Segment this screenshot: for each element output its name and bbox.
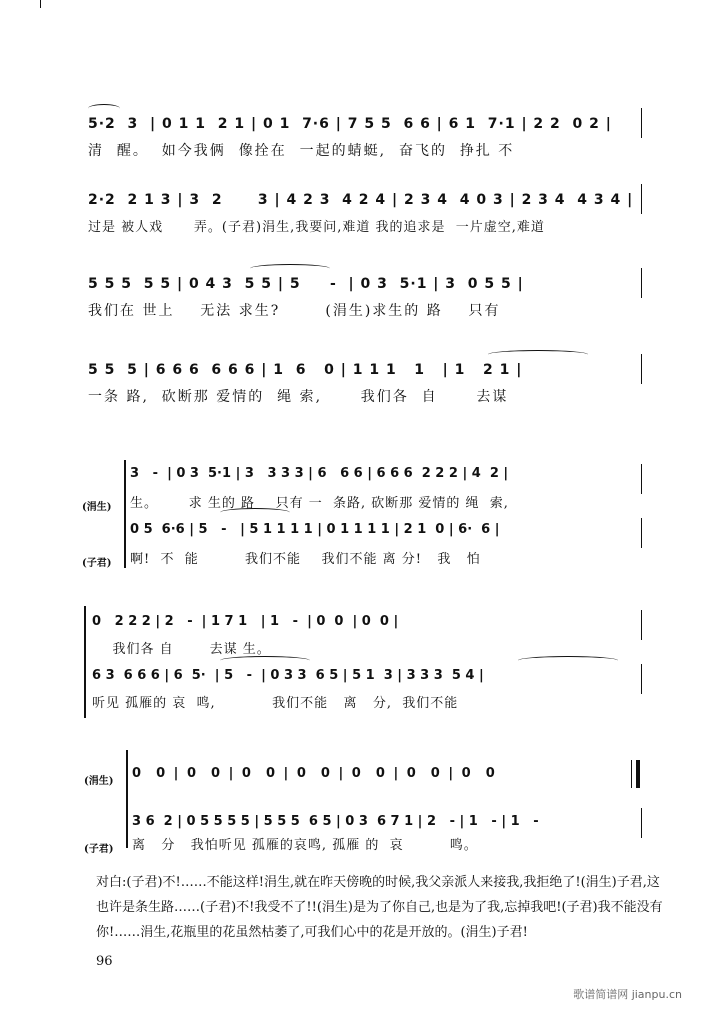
- top-notes: 0 2 2 2 | 2 - | 1 7 1 | 1 - | 0 0 | 0 0 |: [92, 614, 399, 629]
- bottom-lyrics: 离 分 我怕听见 孤雁的哀鸣, 孤雁 的 哀 鸣。: [132, 838, 478, 853]
- lyrics: 清 醒。 如今我俩 像拴在 一起的蜻蜓, 奋飞的 挣扎 不: [88, 143, 515, 159]
- top-notes: 3 - | 0 3 5·1 | 3 3 3 3 | 6 6 6 | 6 6 6 2 2 2 | 4 2 |: [130, 466, 509, 481]
- final-barline: [636, 760, 640, 788]
- bottom-notes: 0 5 6·6 | 5 - | 5 1 1 1 1 | 0 1 1 1 1 | 2 1 0 | 6· 6 |: [130, 522, 500, 537]
- top-lyrics: 我们各 自 去谋 生。: [92, 642, 271, 657]
- barline-end: [641, 808, 642, 838]
- lyrics: 过是 被人戏 弄。(子君)涓生,我要问,难道 我的追求是 一片虚空,难道: [88, 220, 545, 235]
- barline-end: [641, 268, 642, 298]
- top-notes: 0 0 | 0 0 | 0 0 | 0 0 | 0 0 | 0 0 | 0 0: [132, 766, 497, 781]
- notes: 2·2 2 1 3 | 3 2 3 | 4 2 3 4 2 4 | 2 3 4 4 0 3 | 2 3 4 4 3 4 |: [88, 192, 634, 208]
- slur: [220, 656, 310, 665]
- voice-label-zijun: (子君): [84, 844, 114, 855]
- slur: [488, 350, 588, 359]
- bottom-notes: 3 6 2 | 0 5 5 5 5 | 5 5 5 6 5 | 0 3 6 7 1 | 2 - | 1 - | 1 -: [132, 814, 539, 829]
- dialogue-text: 对白:(子君)不!……不能这样!涓生,就在昨天傍晚的时候,我父亲派人来接我,我拒绝了!(涓生)子君,这也许是条生路……(子君)不!我受不了!!(涓生)是为了你自己,也是为了我,忘掉我吧!(子君)我不能没有你!……涓生,花瓶里的花虽然枯萎了,可我们心中的花是开放的。(涓生)子君!: [96, 875, 663, 940]
- slur: [250, 264, 330, 273]
- site-watermark: 歌谱简谱网 jianpu.cn: [573, 988, 682, 1001]
- slur: [88, 104, 120, 113]
- bottom-notes: 6 3 6 6 6 | 6 5· | 5 - | 0 3 3 6 5 | 5 1 3 | 3 3 3 5 4 |: [92, 668, 484, 683]
- voice-label-juansheng: (涓生): [82, 502, 112, 513]
- voice-label-zijun: (子君): [82, 558, 112, 569]
- voice-label-juansheng: (涓生): [84, 776, 114, 787]
- top-crop-mark: [40, 0, 41, 8]
- system-bracket: [124, 460, 126, 568]
- barline-end: [641, 184, 642, 214]
- barline-end: [641, 354, 642, 384]
- slur: [518, 656, 618, 665]
- lyrics: 一条 路, 砍断那 爱情的 绳 索, 我们各 自 去谋: [88, 389, 509, 405]
- notes: 5 5 5 | 6 6 6 6 6 6 | 1 6 0 | 1 1 1 1 | 1 2 1 |: [88, 362, 523, 378]
- top-lyrics: 生。 求 生的 路 只有 一 条路, 砍断那 爱情的 绳 索,: [130, 496, 509, 511]
- barline-end: [641, 610, 642, 640]
- system-bracket: [84, 606, 86, 718]
- system-bracket: [126, 750, 128, 848]
- page-number: 96: [96, 954, 113, 969]
- final-barline-thin: [631, 760, 632, 788]
- bottom-lyrics: 听见 孤雁的 哀 鸣, 我们不能 离 分, 我们不能: [92, 696, 459, 711]
- barline-end: [641, 108, 642, 138]
- barline-end: [641, 518, 642, 548]
- barline-end: [641, 664, 642, 694]
- notes: 5·2 3 | 0 1 1 2 1 | 0 1 7·6 | 7 5 5 6 6 | 6 1 7·1 | 2 2 0 2 |: [88, 116, 612, 132]
- lyrics: 我们在 世上 无法 求生? (涓生)求生的 路 只有: [88, 303, 501, 319]
- notes: 5 5 5 5 5 | 0 4 3 5 5 | 5 - | 0 3 5·1 | 3 0 5 5 |: [88, 276, 524, 292]
- slur: [220, 508, 290, 517]
- bottom-lyrics: 啊! 不 能 我们不能 我们不能 离 分! 我 怕: [130, 552, 481, 567]
- barline-end: [641, 464, 642, 494]
